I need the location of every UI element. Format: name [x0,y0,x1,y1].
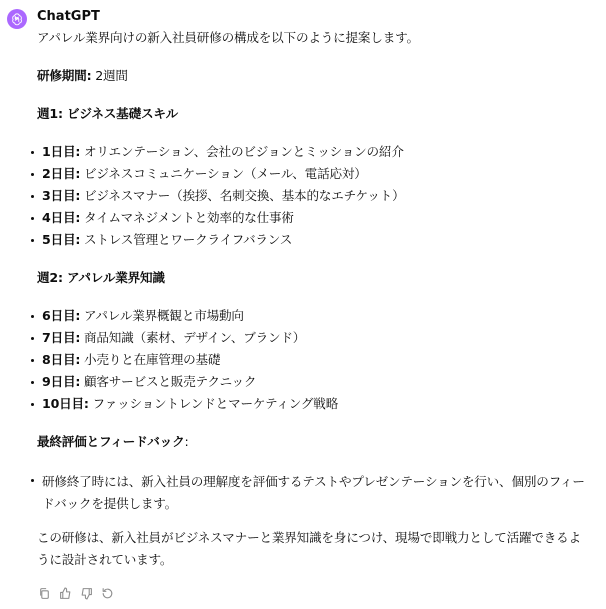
list-item [37,307,589,324]
chatgpt-avatar [7,9,27,29]
day-text: オリエンテーション、会社のビジョンとミッションの紹介 [80,144,404,159]
intro-text: アパレル業界向けの新入社員研修の構成を以下のように提案します。 [37,30,419,45]
day-label: 10日目: [42,396,89,411]
week1-heading: 週1: ビジネス基礎スキル [37,106,179,121]
final-heading: 最終評価とフィードバック [37,434,185,449]
regenerate-button[interactable] [100,586,115,601]
list-item [37,395,589,412]
day-label: 8日目: [42,352,81,367]
message-content [37,29,589,571]
day-label: 6日目: [42,308,81,323]
day-text: ビジネスマナー（挨拶、名刺交換、基本的なエチケット） [80,188,405,203]
thumbs-up-icon [59,587,72,600]
day-label: 4日目: [42,210,81,225]
list-item [37,373,589,390]
copy-button[interactable] [37,586,52,601]
day-text: 小売りと在庫管理の基礎 [80,352,221,367]
list-item [37,231,589,248]
message-actions [37,586,115,601]
copy-icon [38,587,51,600]
week2-list [37,307,589,412]
day-label: 1日目: [42,144,81,159]
thumbs-down-button[interactable] [79,586,94,601]
final-heading-line [37,433,589,450]
day-text: ストレス管理とワークライフバランス [80,232,293,247]
day-text: 顧客サービスと販売テクニック [80,374,257,389]
day-label: 7日目: [42,330,81,345]
final-item: 研修終了時には、新入社員の理解度を評価するテストやプレゼンテーションを行い、個別のフィードバックを提供します。 [37,471,589,515]
list-item [37,209,589,226]
list-item [37,143,589,160]
period-value: 2週間 [91,68,128,83]
day-text: 商品知識（素材、デザイン、ブランド） [80,330,306,345]
day-text: ファッショントレンドとマーケティング戦略 [88,396,339,411]
day-text: ビジネスコミュニケーション（メール、電話応対） [80,166,367,181]
day-text: タイムマネジメントと効率的な仕事術 [80,210,294,225]
day-label: 3日目: [42,188,81,203]
day-label: 5日目: [42,232,81,247]
thumbs-up-button[interactable] [58,586,73,601]
openai-logo-icon [10,12,24,26]
regenerate-icon [101,587,114,600]
day-label: 2日目: [42,166,81,181]
training-period [37,67,589,84]
day-text: アパレル業界概観と市場動向 [80,308,244,323]
day-label: 9日目: [42,374,81,389]
closing-text: この研修は、新入社員がビジネスマナーと業界知識を身につけ、現場で即戦力として活躍できるように設計されています。 [37,530,581,567]
week2-heading: 週2: アパレル業界知識 [37,270,165,285]
sender-name: ChatGPT [37,9,100,24]
list-item [37,165,589,182]
list-item [37,329,589,346]
period-label: 研修期間: [37,68,92,83]
list-item [37,187,589,204]
week1-list [37,143,589,248]
thumbs-down-icon [80,587,93,600]
final-colon: : [184,434,189,449]
list-item [37,351,589,368]
